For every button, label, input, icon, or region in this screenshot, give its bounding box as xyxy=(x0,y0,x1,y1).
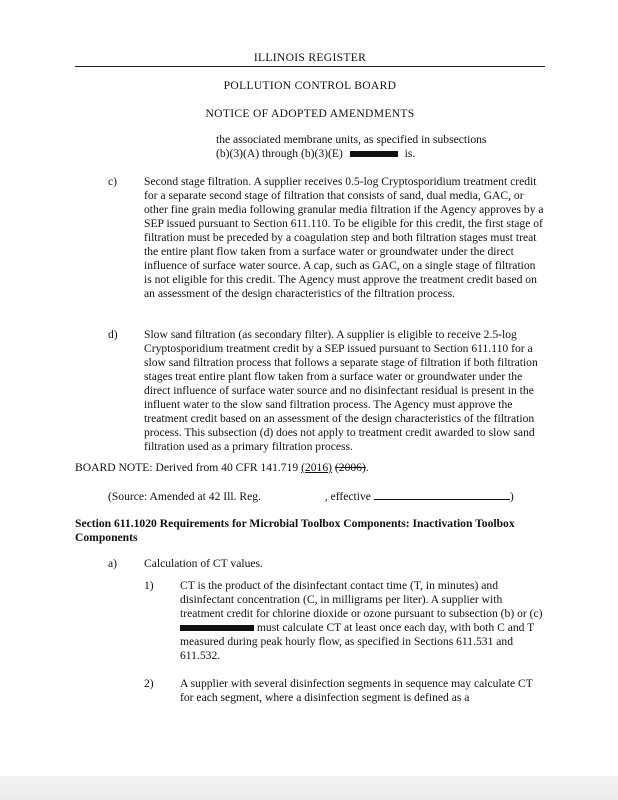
item-c-text: Second stage filtration. A supplier receives 0.5-log Cryptosporidium treatment credit for a separate second stage of filtration that consists of sand, dual media, GAC, or other fine grain media following granular media filtration if the Agency approves by a SEP issued pursuant to Section 611.110. To be eligible for this credit, the first stage of filtration must be preceded by a coagulation step and both filtration stages must treat the entire plant flow taken from a surface water or groundwater under the direct influence of surface water source. A cap, such as GAC, on a single stage of filtration is not eligible for this credit. The Agency must approve the treatment credit based on an assessment of the design characteristics of the filtration process. xyxy=(144,175,544,300)
continuation-line-2-end: is. xyxy=(404,147,416,160)
board-note-deleted: (2006) xyxy=(334,461,366,474)
source-line xyxy=(108,489,548,504)
board-note-inserted: (2016) xyxy=(301,461,332,474)
header-rule xyxy=(75,66,545,67)
source-effective: , effective xyxy=(324,490,371,503)
redaction-mark xyxy=(180,625,254,631)
item-1-text xyxy=(180,579,546,663)
board-note-text: BOARD NOTE: Derived from 40 CFR 141.719 xyxy=(75,461,299,474)
item-c-marker: c) xyxy=(108,175,118,188)
item-2-marker: 2) xyxy=(144,677,154,690)
item-2-text: A supplier with several disinfection segments in sequence may calculate CT for each segment, where a disinfection segment is defined as a xyxy=(180,677,533,704)
board-name: POLLUTION CONTROL BOARD xyxy=(223,79,397,92)
register-title: ILLINOIS REGISTER xyxy=(253,51,367,64)
board-note xyxy=(75,461,545,475)
item-d-text: Slow sand filtration (as secondary filter). A supplier is eligible to receive 2.5-log Cryptosporidium treatment credit by a SEP issued pursuant to Section 611.110 for a slow sand filtration process that follows a separate stage of filtration if both filtration stages treat entire plant flow taken from a surface water or groundwater under the direct influence of surface water source and no disinfectant residual is present in the influent water to the slow sand filtration process. The Agency must approve the treatment credit based on an assessment of the design characteristics of the filtration process. This subsection (d) does not apply to treatment credit awarded to slow sand filtration used as a primary filtration process. xyxy=(144,328,538,453)
item-1-text-a: CT is the product of the disinfectant contact time (T, in minutes) and disinfectant concentration (C, in milligrams per liter). A supplier with treatment credit for chlorine dioxide or ozone pursuant to subsection (b) or (c) xyxy=(180,579,543,620)
item-a-marker: a) xyxy=(108,557,118,570)
item-1-marker: 1) xyxy=(144,579,154,592)
continuation-line-2-text: (b)(3)(A) through (b)(3)(E) xyxy=(216,147,343,160)
notice-title: NOTICE OF ADOPTED AMENDMENTS xyxy=(205,107,415,120)
effective-date-blank xyxy=(374,489,510,500)
page-bottom-edge xyxy=(0,776,618,800)
section-heading: Section 611.1020 Requirements for Microbial Toolbox Components: Inactivation Toolbox Components xyxy=(75,517,515,544)
continuation-line-1: the associated membrane units, as specified in subsections xyxy=(216,133,487,146)
item-a-text: Calculation of CT values. xyxy=(144,557,263,570)
item-1-text-b: must calculate CT at least once each day, with both C and T measured during peak hourly flow, as specified in Sections 611.531 and 611.532. xyxy=(180,621,535,662)
continuation-text xyxy=(216,133,536,161)
item-d-marker: d) xyxy=(108,328,118,341)
redaction-mark xyxy=(350,151,398,157)
continuation-line-2 xyxy=(216,147,536,161)
source-close: ) xyxy=(509,490,514,503)
board-note-period: . xyxy=(365,461,369,474)
source-label: (Source: Amended at 42 Ill. Reg. xyxy=(108,490,261,503)
